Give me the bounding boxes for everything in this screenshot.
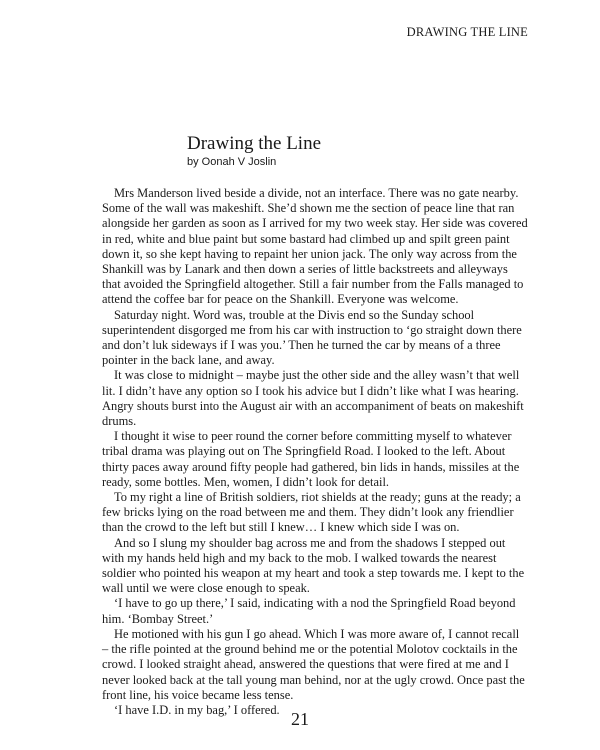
paragraph: Saturday night. Word was, trouble at the Divis end so the Sunday school superintendent disgorged me from his car with instruction to ‘go straight down there and don’t luk sideways if I was you.’ Then he turned the car by means of a three pointer in the back lane, and away. xyxy=(102,307,522,368)
paragraph: It was close to midnight – maybe just the other side and the alley wasn’t that well lit. I didn’t have any option so I took his advice but I didn’t like what I was hearing. Angry shouts burst into the August air with an accompaniment of beats on makeshift drums. xyxy=(102,368,524,429)
byline: by Oonah V Joslin xyxy=(187,156,277,168)
title-block xyxy=(187,133,321,169)
paragraph: Mrs Manderson lived beside a divide, not an interface. There was no gate nearby. Some of the wall was makeshift. She’d shown me the section of peace line that ran alongside her garden as soon as I arrived for my two week stay. Her side was covered in red, white and blue paint but some bastard had climbed up and spilt green paint down it, so she kept having to repaint her union jack. The only way across from the Shankill was by Lanark and then down a series of little backstreets and alleyways that avoided the Springfield altogether. Still a fair number from the Falls managed to attend the coffee bar for peace on the Shankill. Everyone was welcome. xyxy=(102,186,528,307)
paragraph: And so I slung my shoulder bag across me and from the shadows I stepped out with my hands held high and my back to the mob. I walked towards the nearest soldier who pointed his weapon at my heart and took a step towards me. I kept to the wall until we were close enough to speak. xyxy=(102,535,525,596)
paragraph: ‘I have I.D. in my bag,’ I offered. xyxy=(114,702,280,717)
running-head: DRAWING THE LINE xyxy=(406,25,528,39)
paragraph: ‘I have to go up there,’ I said, indicating with a nod the Springfield Road beyond him. ‘Bombay Street.’ xyxy=(102,596,516,626)
page-number: 21 xyxy=(291,709,309,729)
story-title: Drawing the Line xyxy=(187,133,322,154)
paragraph: I thought it wise to peer round the corner before committing myself to whatever tribal drama was playing out on The Springfield Road. I looked to the left. About thirty paces away around fifty people had gathered, bin lids in hands, missiles at the ready, some bottles. Men, women, I didn’t look for detail. xyxy=(102,429,520,489)
paragraph: He motioned with his gun I go ahead. Which I was more aware of, I cannot recall – the rifle pointed at the ground behind me or the potential Molotov cocktails in the crowd. I looked straight ahead, answered the questions that were fired at me and I never looked back at the tall young man behind, nor at the ugly crowd. Once past the front line, his voice became less tense. xyxy=(102,626,525,702)
story-body xyxy=(102,186,528,718)
paragraph: To my right a line of British soldiers, riot shields at the ready; guns at the ready; a few bricks lying on the road between me and them. They didn’t look any friendlier than the crowd to the left but still I knew… I knew which side I was on. xyxy=(102,490,521,535)
